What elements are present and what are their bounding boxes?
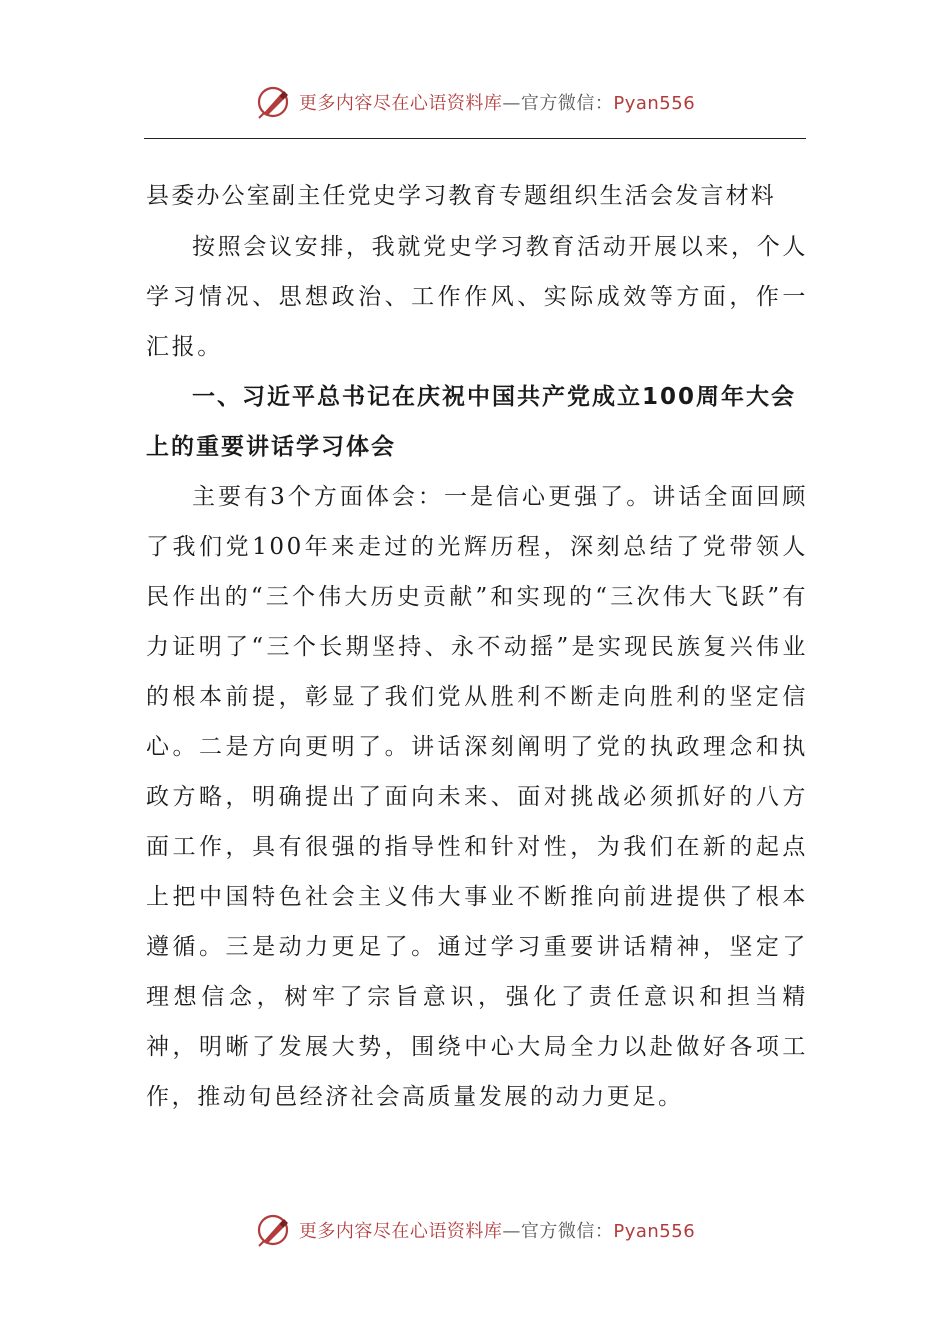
pen-nib-logo-icon bbox=[255, 1212, 291, 1248]
footer-wechat-label: 官方微信： bbox=[520, 1221, 614, 1242]
header-wechat-id: Pyan556 bbox=[613, 93, 696, 114]
header-brand bbox=[255, 84, 695, 120]
section-1-paragraph: 主要有3个方面体会：一是信心更强了。讲话全面回顾了我们党100年来走过的光辉历程，深刻总结了党带领人民作出的“三个伟大历史贡献”和实现的“三次伟大飞跃”有力证明了“三个长期坚持、永不动摇”是实现民族复兴伟业的根本前提，彰显了我们党从胜利不断走向胜利的坚定信心。二是方向更明了。讲话深刻阐明了党的执政理念和执政方略，明确提出了面向未来、面对挑战必须抓好的八方面工作，具有很强的指导性和针对性，为我们在新的起点上把中国特色社会主义伟大事业不断推向前进提供了根本遵循。三是动力更足了。通过学习重要讲话精神，坚定了理想信念，树牢了宗旨意识，强化了责任意识和担当精神，明晰了发展大势，围绕中心大局全力以赴做好各项工作，推动旬邑经济社会高质量发展的动力更足。 bbox=[146, 484, 808, 1110]
footer-brand bbox=[255, 1212, 695, 1248]
header-separator: — bbox=[502, 93, 521, 114]
footer-brand-text bbox=[299, 1217, 695, 1243]
header-brand-name: 更多内容尽在心语资料库 bbox=[298, 93, 503, 114]
page-header bbox=[0, 80, 950, 124]
page-footer bbox=[0, 1208, 950, 1252]
header-brand-text bbox=[299, 89, 695, 115]
header-divider bbox=[144, 138, 806, 139]
document-title: 县委办公室副主任党史学习教育专题组织生活会发言材料 bbox=[146, 183, 776, 209]
header-wechat-label: 官方微信： bbox=[520, 93, 614, 114]
section-1-heading: 一、习近平总书记在庆祝中国共产党成立100周年大会上的重要讲话学习体会 bbox=[146, 384, 797, 460]
pen-nib-logo-icon bbox=[255, 84, 291, 120]
intro-paragraph: 按照会议安排，我就党史学习教育活动开展以来，个人学习情况、思想政治、工作作风、实际成效等方面，作一汇报。 bbox=[146, 234, 808, 360]
footer-wechat-id: Pyan556 bbox=[613, 1221, 696, 1242]
footer-brand-name: 更多内容尽在心语资料库 bbox=[298, 1221, 503, 1242]
footer-separator: — bbox=[502, 1221, 521, 1242]
document-body bbox=[146, 170, 808, 1122]
